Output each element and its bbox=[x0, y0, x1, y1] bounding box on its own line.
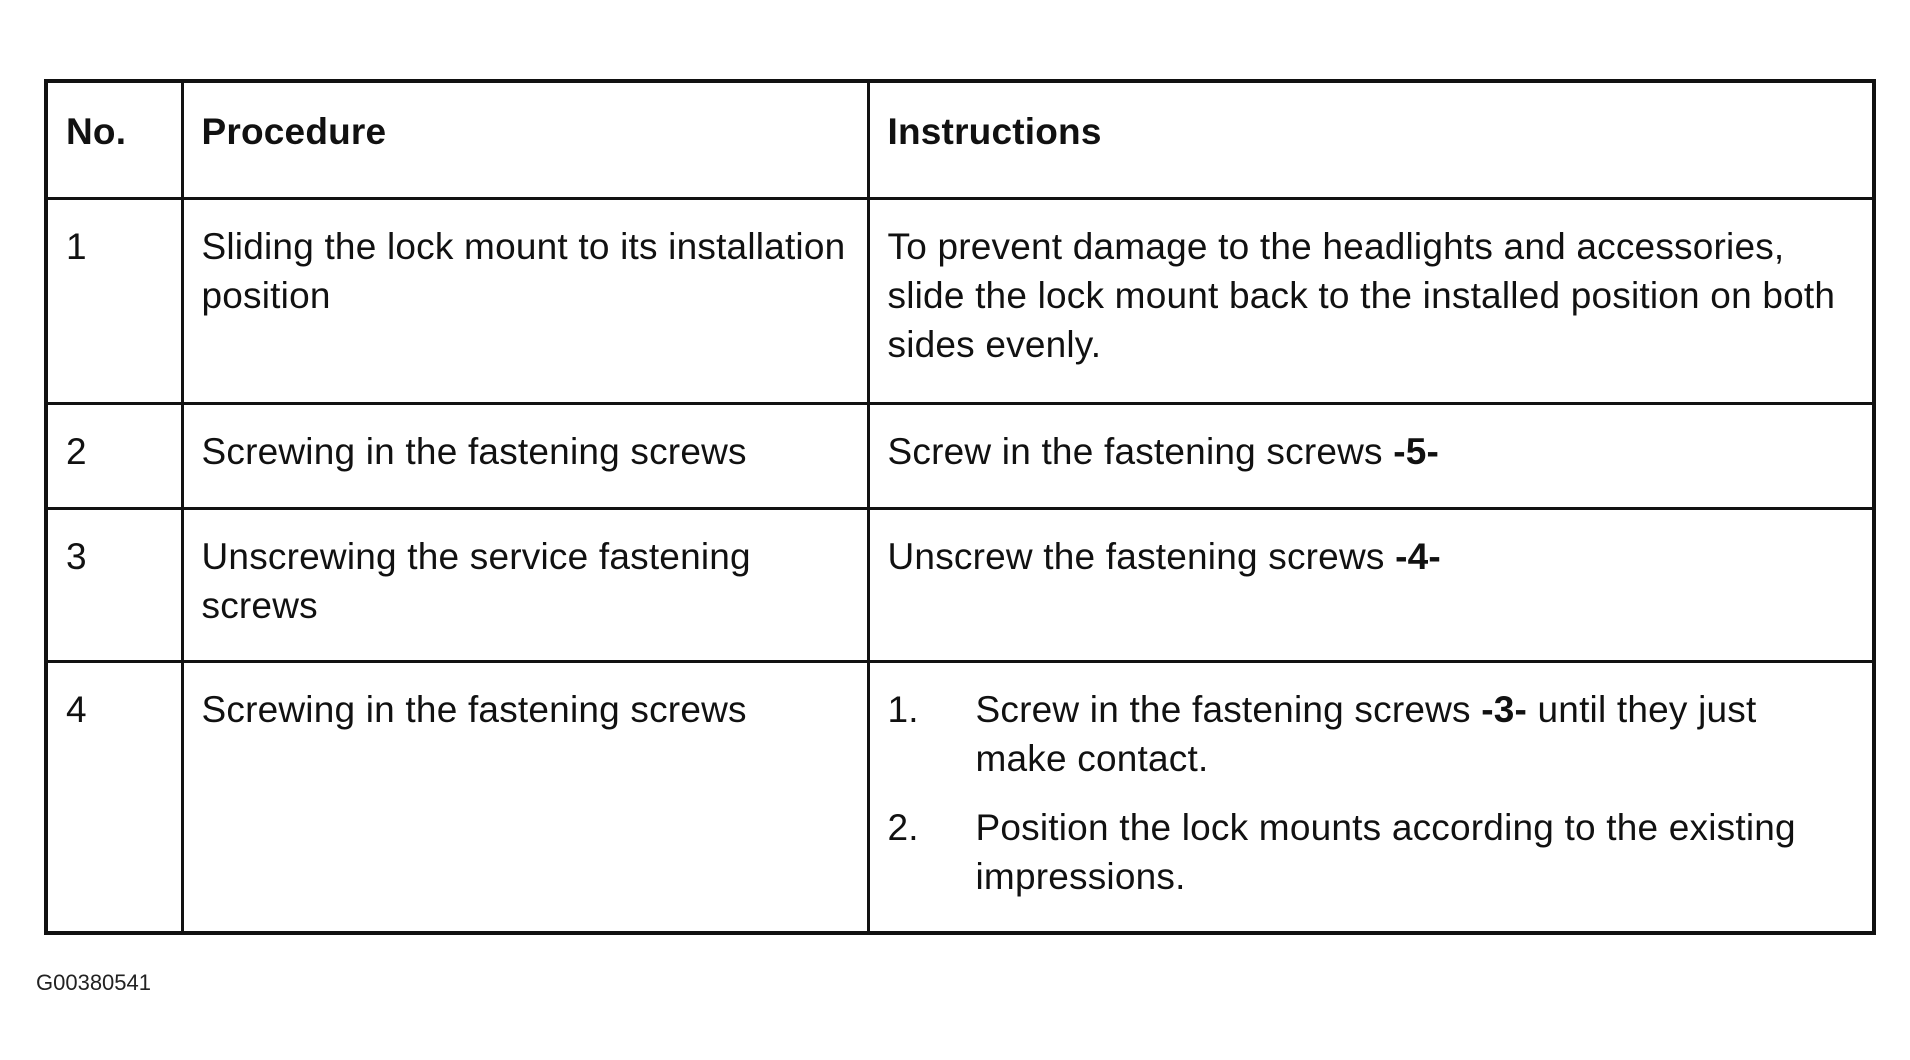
instruction-cell: To prevent damage to the headlights and accessories, slide the lock mount back to the installed position on both sides evenly. bbox=[868, 199, 1874, 404]
table-row bbox=[46, 199, 1874, 404]
procedure-cell: Screwing in the fastening screws bbox=[182, 662, 868, 934]
step-text-before: Screw in the fastening screws bbox=[975, 689, 1482, 730]
list-item bbox=[888, 803, 1855, 901]
step-number: 1. bbox=[887, 689, 919, 730]
instruction-cell bbox=[868, 509, 1874, 662]
row-number: 4 bbox=[46, 662, 182, 934]
table-header-row bbox=[46, 81, 1874, 199]
instruction-steps bbox=[888, 685, 1855, 901]
step-text: Position the lock mounts according to the existing impressions. bbox=[975, 807, 1796, 897]
procedure-cell: Sliding the lock mount to its installation position bbox=[182, 199, 868, 404]
table-row bbox=[46, 509, 1874, 662]
instruction-text: Screw in the fastening screws bbox=[887, 431, 1394, 472]
instruction-cell bbox=[868, 662, 1874, 934]
step-text bbox=[976, 685, 1855, 783]
table-row bbox=[46, 662, 1874, 934]
step-text-after: until they just make contact. bbox=[975, 689, 1757, 779]
procedure-cell: Screwing in the fastening screws bbox=[182, 404, 868, 509]
table-row bbox=[46, 404, 1874, 509]
row-number: 3 bbox=[46, 509, 182, 662]
instruction-text: Unscrew the fastening screws bbox=[887, 536, 1396, 577]
header-procedure: Procedure bbox=[182, 81, 868, 199]
row-number: 1 bbox=[46, 199, 182, 404]
figure-id: G00380541 bbox=[36, 970, 151, 995]
part-reference: -5- bbox=[1393, 431, 1440, 472]
instruction-cell bbox=[868, 404, 1874, 509]
list-item bbox=[888, 685, 1855, 783]
row-number: 2 bbox=[46, 404, 182, 509]
part-reference: -3- bbox=[1481, 689, 1528, 730]
procedure-table bbox=[44, 79, 1876, 935]
step-number: 2. bbox=[887, 807, 919, 848]
part-reference: -4- bbox=[1395, 536, 1441, 577]
header-instructions: Instructions bbox=[868, 81, 1874, 199]
header-no: No. bbox=[46, 81, 182, 199]
procedure-cell: Unscrewing the service fastening screws bbox=[182, 509, 868, 662]
